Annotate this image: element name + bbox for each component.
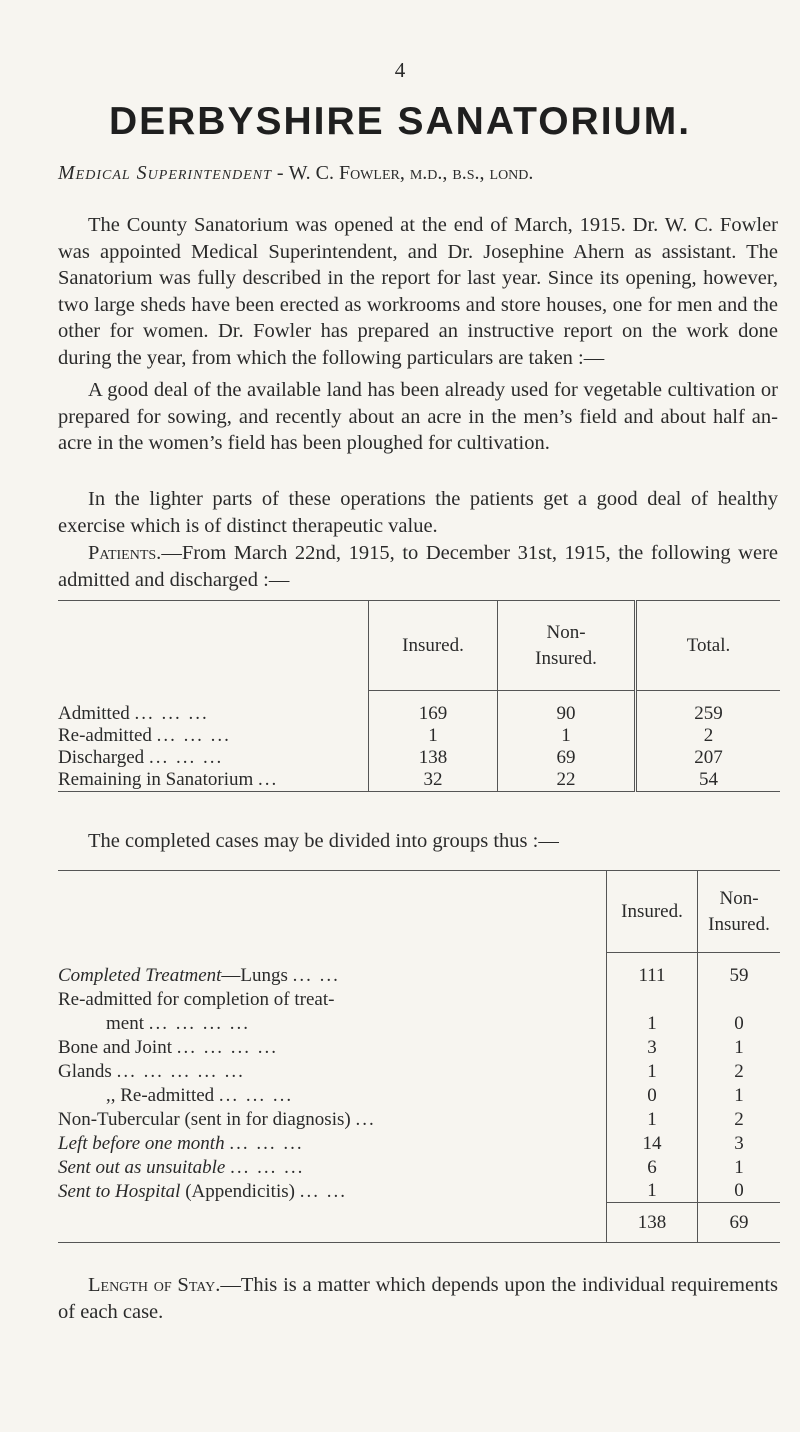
table-row xyxy=(58,1059,780,1083)
page-title: DERBYSHIRE SANATORIUM. xyxy=(108,100,692,143)
cell-total: 207 xyxy=(636,747,781,769)
cell-non-insured: 0 xyxy=(698,1011,781,1035)
table-row xyxy=(58,1107,780,1131)
paragraph-length-of-stay xyxy=(58,1272,778,1325)
paragraph-groups: The completed cases may be divided into groups thus :— xyxy=(88,830,559,852)
cell-total: 54 xyxy=(636,769,781,792)
cell-total: 2 xyxy=(636,725,781,747)
cell-non-insured: 1 xyxy=(698,1035,781,1059)
cell-non-insured xyxy=(698,987,781,1011)
patients-heading: Patients. xyxy=(88,542,162,564)
row-label: Sent to Hospital (Appendicitis) ... ... xyxy=(58,1180,347,1202)
t1-header-insured: Insured. xyxy=(369,601,498,691)
totals-label-blank xyxy=(58,1203,607,1243)
t1-header-non-insured: Non- Insured. xyxy=(498,601,636,691)
total-insured: 138 xyxy=(607,1203,698,1243)
cell-non-insured: 1 xyxy=(698,1155,781,1179)
table-row xyxy=(58,987,780,1011)
table-row xyxy=(58,1179,780,1203)
cell-insured: 0 xyxy=(607,1083,698,1107)
patients-text: —From March 22nd, 1915, to December 31st, 1915, the following were admitted and discharged :— xyxy=(58,542,778,591)
row-label: Admitted ... ... ... xyxy=(58,702,209,724)
length-heading: Length of Stay. xyxy=(88,1274,221,1296)
row-label: Re-admitted for completion of treat- xyxy=(58,988,335,1010)
cell-insured: 169 xyxy=(369,691,498,725)
row-label: ment ... ... ... ... xyxy=(106,1012,250,1034)
completed-cases-table xyxy=(58,870,780,1243)
totals-row xyxy=(58,1203,780,1243)
total-non-insured: 69 xyxy=(698,1203,781,1243)
cell-non-insured: 2 xyxy=(698,1059,781,1083)
cell-insured: 1 xyxy=(369,725,498,747)
table-row xyxy=(58,769,780,792)
cell-non-insured: 1 xyxy=(698,1083,781,1107)
row-label: Left before one month ... ... ... xyxy=(58,1132,304,1154)
row-label: Remaining in Sanatorium ... xyxy=(58,768,279,790)
row-label: Re-admitted ... ... ... xyxy=(58,724,231,746)
length-text: —This is a matter which depends upon the individual requirements of each case. xyxy=(58,1274,778,1323)
cell-non-insured: 59 xyxy=(698,953,781,987)
cell-insured: 1 xyxy=(607,1179,698,1203)
cell-non-insured: 3 xyxy=(698,1131,781,1155)
cell-non-insured: 1 xyxy=(498,725,636,747)
cell-non-insured: 0 xyxy=(698,1179,781,1203)
paragraph-exercise: In the lighter parts of these operations the patients get a good deal of healthy exercise which is of distinct therapeutic value. xyxy=(58,488,778,537)
cell-insured: 1 xyxy=(607,1107,698,1131)
table-row xyxy=(58,1131,780,1155)
paragraph-opening: The County Sanatorium was opened at the end of March, 1915. Dr. W. C. Fowler was appointed Medical Superintendent, and Dr. Josephine Ahern as assistant. The Sanatorium was fully described in the report for last year. Since its opening, however, two large sheds have been erected as workrooms and store houses, one for men and the other for women. Dr. Fowler has prepared an instructive report on the work done during the year, from which the following particulars are taken :— xyxy=(58,214,778,369)
paragraph-patients xyxy=(58,540,778,593)
row-label: Discharged ... ... ... xyxy=(58,746,224,768)
table-row xyxy=(58,1011,780,1035)
table-row xyxy=(58,1155,780,1179)
cell-non-insured: 2 xyxy=(698,1107,781,1131)
t2-header-non-insured: Non- Insured. xyxy=(698,871,781,953)
t1-header-blank xyxy=(58,601,369,691)
superintendent-separator: - xyxy=(271,162,289,184)
table-row xyxy=(58,1083,780,1107)
page-number: 4 xyxy=(394,58,406,82)
table-row xyxy=(58,691,780,725)
row-label: Completed Treatment—Lungs ... ... xyxy=(58,964,340,986)
superintendent-line xyxy=(58,162,778,185)
cell-total: 259 xyxy=(636,691,781,725)
table-row xyxy=(58,1035,780,1059)
admissions-table xyxy=(58,600,780,792)
cell-insured: 3 xyxy=(607,1035,698,1059)
superintendent-name: W. C. Fowler, m.d., b.s., lond. xyxy=(288,162,534,184)
row-label: Non-Tubercular (sent in for diagnosis) ... xyxy=(58,1108,376,1130)
t2-header-insured: Insured. xyxy=(607,871,698,953)
cell-insured: 14 xyxy=(607,1131,698,1155)
row-label: Bone and Joint ... ... ... ... xyxy=(58,1036,278,1058)
paragraph-land: A good deal of the available land has been already used for vegetable cultivation or prepared for sowing, and recently about an acre in the men’s field and about half an-acre in the women’s field has been ploughed for cultivation. xyxy=(58,379,778,454)
cell-insured: 32 xyxy=(369,769,498,792)
row-label: Sent out as unsuitable ... ... ... xyxy=(58,1156,305,1178)
table-row xyxy=(58,747,780,769)
row-label: Glands ... ... ... ... ... xyxy=(58,1060,245,1082)
cell-non-insured: 22 xyxy=(498,769,636,792)
t2-header-blank xyxy=(58,871,607,953)
cell-non-insured: 69 xyxy=(498,747,636,769)
cell-insured xyxy=(607,987,698,1011)
cell-insured: 1 xyxy=(607,1059,698,1083)
cell-insured: 138 xyxy=(369,747,498,769)
cell-non-insured: 90 xyxy=(498,691,636,725)
row-label: ,, Re-admitted ... ... ... xyxy=(106,1084,294,1106)
table-row xyxy=(58,725,780,747)
table-row xyxy=(58,953,780,987)
superintendent-label: Medical Superintendent xyxy=(58,162,272,184)
cell-insured: 111 xyxy=(607,953,698,987)
cell-insured: 6 xyxy=(607,1155,698,1179)
cell-insured: 1 xyxy=(607,1011,698,1035)
t1-header-total: Total. xyxy=(636,601,781,691)
